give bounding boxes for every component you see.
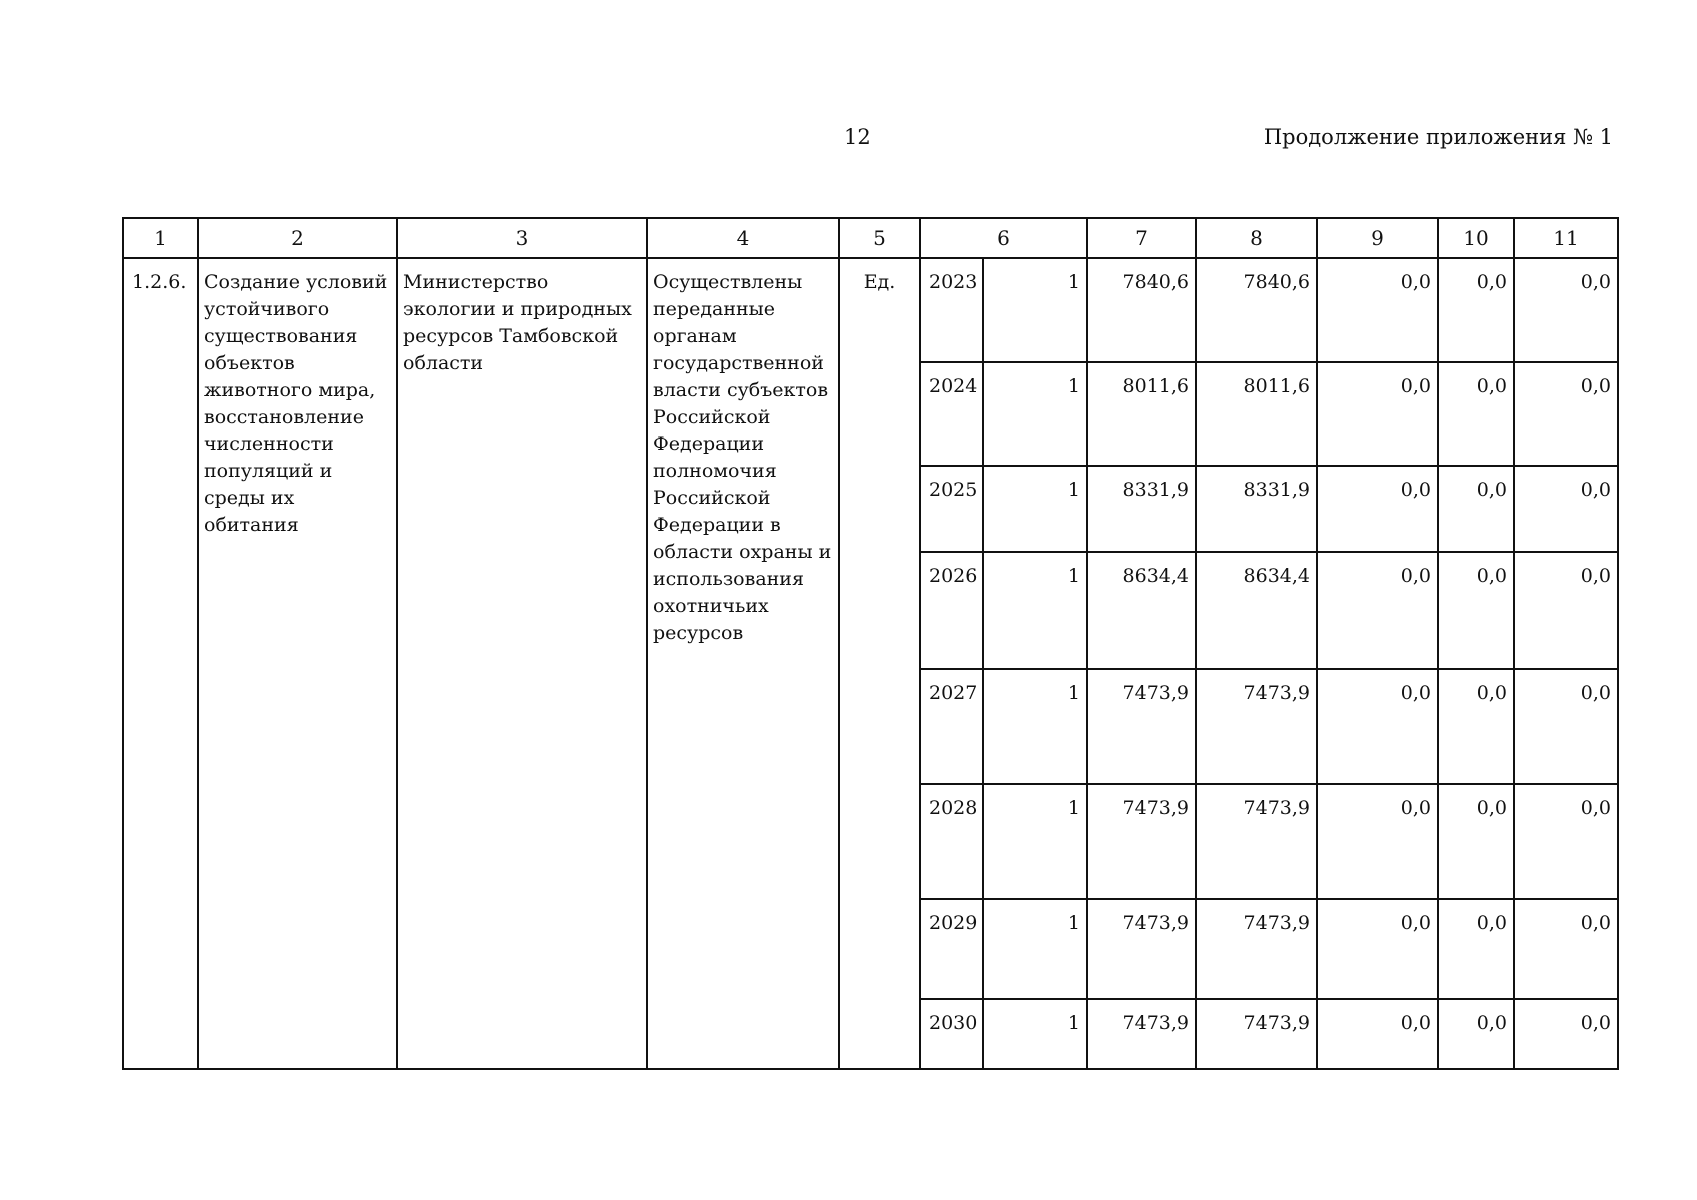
value-cell: 1 (983, 362, 1087, 466)
year-cell: 2028 (920, 784, 983, 899)
item-name: Создание условий устойчивого существования объектов животного мира, восстановление численности популяций и среды их обитания (198, 258, 397, 1069)
column-11-cell: 0,0 (1514, 899, 1618, 999)
column-11-cell: 0,0 (1514, 669, 1618, 784)
column-header-4: 4 (647, 218, 839, 258)
column-header-10: 10 (1438, 218, 1514, 258)
column-10-cell: 0,0 (1438, 999, 1514, 1069)
column-9-cell: 0,0 (1317, 784, 1438, 899)
column-9-cell: 0,0 (1317, 362, 1438, 466)
value-cell: 1 (983, 784, 1087, 899)
column-header-8: 8 (1196, 218, 1317, 258)
column-7-cell: 7840,6 (1087, 258, 1196, 362)
column-header-5: 5 (839, 218, 920, 258)
column-header-9: 9 (1317, 218, 1438, 258)
value-cell: 1 (983, 669, 1087, 784)
column-10-cell: 0,0 (1438, 784, 1514, 899)
table-row (123, 258, 1618, 362)
column-header-7: 7 (1087, 218, 1196, 258)
column-9-cell: 0,0 (1317, 899, 1438, 999)
column-8-cell: 8634,4 (1196, 552, 1317, 669)
column-8-cell: 7473,9 (1196, 669, 1317, 784)
column-11-cell: 0,0 (1514, 552, 1618, 669)
column-8-cell: 7473,9 (1196, 784, 1317, 899)
value-cell: 1 (983, 552, 1087, 669)
year-cell: 2026 (920, 552, 983, 669)
column-header-1: 1 (123, 218, 198, 258)
year-cell: 2030 (920, 999, 983, 1069)
column-9-cell: 0,0 (1317, 999, 1438, 1069)
column-7-cell: 7473,9 (1087, 669, 1196, 784)
column-7-cell: 8011,6 (1087, 362, 1196, 466)
column-header-2: 2 (198, 218, 397, 258)
year-cell: 2025 (920, 466, 983, 552)
column-7-cell: 7473,9 (1087, 899, 1196, 999)
column-9-cell: 0,0 (1317, 466, 1438, 552)
column-9-cell: 0,0 (1317, 552, 1438, 669)
year-cell: 2023 (920, 258, 983, 362)
year-cell: 2027 (920, 669, 983, 784)
column-8-cell: 8331,9 (1196, 466, 1317, 552)
value-cell: 1 (983, 999, 1087, 1069)
column-10-cell: 0,0 (1438, 669, 1514, 784)
item-executor: Министерство экологии и природных ресурсов Тамбовской области (397, 258, 647, 1069)
column-11-cell: 0,0 (1514, 999, 1618, 1069)
column-9-cell: 0,0 (1317, 669, 1438, 784)
column-10-cell: 0,0 (1438, 466, 1514, 552)
value-cell: 1 (983, 258, 1087, 362)
column-8-cell: 7840,6 (1196, 258, 1317, 362)
value-cell: 1 (983, 899, 1087, 999)
column-7-cell: 8331,9 (1087, 466, 1196, 552)
item-result: Осуществлены переданные органам государственной власти субъектов Российской Федерации полномочия Российской Федерации в области охраны и использования охотничьих ресурсов (647, 258, 839, 1069)
column-7-cell: 7473,9 (1087, 784, 1196, 899)
column-11-cell: 0,0 (1514, 784, 1618, 899)
value-cell: 1 (983, 466, 1087, 552)
appendix-continuation-label: Продолжение приложения № 1 (1263, 125, 1613, 149)
page-number: 12 (844, 125, 871, 149)
column-10-cell: 0,0 (1438, 258, 1514, 362)
column-8-cell: 8011,6 (1196, 362, 1317, 466)
column-10-cell: 0,0 (1438, 362, 1514, 466)
column-number-row (123, 218, 1618, 258)
year-cell: 2029 (920, 899, 983, 999)
column-11-cell: 0,0 (1514, 466, 1618, 552)
column-10-cell: 0,0 (1438, 552, 1514, 669)
year-cell: 2024 (920, 362, 983, 466)
column-9-cell: 0,0 (1317, 258, 1438, 362)
column-11-cell: 0,0 (1514, 258, 1618, 362)
column-7-cell: 8634,4 (1087, 552, 1196, 669)
appendix-table (122, 217, 1619, 1070)
item-unit: Ед. (839, 258, 920, 1069)
column-8-cell: 7473,9 (1196, 999, 1317, 1069)
column-header-3: 3 (397, 218, 647, 258)
column-header-6: 6 (920, 218, 1087, 258)
column-11-cell: 0,0 (1514, 362, 1618, 466)
item-code: 1.2.6. (123, 258, 198, 1069)
column-header-11: 11 (1514, 218, 1618, 258)
column-8-cell: 7473,9 (1196, 899, 1317, 999)
column-10-cell: 0,0 (1438, 899, 1514, 999)
column-7-cell: 7473,9 (1087, 999, 1196, 1069)
